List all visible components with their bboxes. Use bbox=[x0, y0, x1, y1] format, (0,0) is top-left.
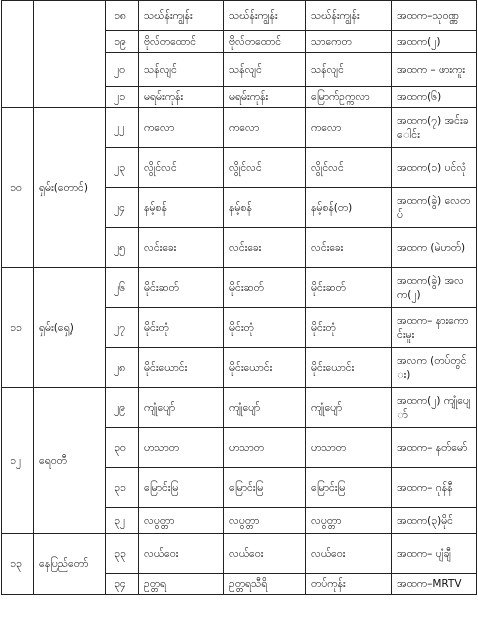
location-cell: ကလော bbox=[306, 108, 392, 148]
row-number: ၁၉ bbox=[106, 31, 139, 53]
location-cell: မိုင်းယောင်း bbox=[306, 348, 392, 388]
location-cell: သဃ်န်းကျွန်း bbox=[306, 1, 392, 31]
location-cell: သာကေတ bbox=[306, 31, 392, 53]
row-number: ၂၅ bbox=[106, 228, 139, 268]
township-cell: ကျုံပျော် bbox=[139, 388, 224, 428]
group-number: ၁၁ bbox=[2, 268, 34, 388]
row-number: ၃၁ bbox=[106, 468, 139, 508]
row-number: ၂၄ bbox=[106, 188, 139, 228]
location-cell: နမ့်စန်(တ) bbox=[306, 188, 392, 228]
township-cell: လွိုင်လင် bbox=[224, 148, 306, 188]
row-number: ၂၉ bbox=[106, 388, 139, 428]
row-number: ၃၀ bbox=[106, 428, 139, 468]
state-name: ရှမ်း(ရှေ့) bbox=[34, 268, 106, 388]
table-body bbox=[2, 1, 477, 595]
row-number: ၂၁ bbox=[106, 87, 139, 108]
location-cell: မြောင်းမြ bbox=[306, 468, 392, 508]
township-cell: ကျုံပျော် bbox=[224, 388, 306, 428]
location-cell: လွိုင်လင် bbox=[306, 148, 392, 188]
township-cell: နမ့်စန် bbox=[224, 188, 306, 228]
school-cell: အထက(၆) bbox=[392, 87, 477, 108]
school-cell: အထက (မဲဟတ်) bbox=[392, 228, 477, 268]
township-cell: မိုင်းတုံ bbox=[139, 308, 224, 348]
township-cell: ကလော bbox=[224, 108, 306, 148]
table-row bbox=[2, 534, 477, 574]
row-number: ၁၈ bbox=[106, 1, 139, 31]
row-number: ၂၇ bbox=[106, 308, 139, 348]
school-cell: အထက–MRTV bbox=[392, 574, 477, 595]
table-row bbox=[2, 1, 477, 31]
school-cell: အထက(ခွဲ) အလက(၂) bbox=[392, 268, 477, 308]
group-number: ၁၃ bbox=[2, 534, 34, 595]
township-cell: မိုင်းယောင်း bbox=[139, 348, 224, 388]
school-cell: အထက(၁) ပင်လုံ bbox=[392, 148, 477, 188]
row-number: ၂၈ bbox=[106, 348, 139, 388]
township-cell: ဗိုလ်တထောင် bbox=[139, 31, 224, 53]
row-number: ၃၄ bbox=[106, 574, 139, 595]
township-cell: မရမ်းကုန်း bbox=[224, 87, 306, 108]
location-cell: ဟသာတ bbox=[306, 428, 392, 468]
township-cell: ကလော bbox=[139, 108, 224, 148]
location-cell: ကျုံပျော် bbox=[306, 388, 392, 428]
township-cell: ဟသာတ bbox=[224, 428, 306, 468]
township-cell: သဃ်န်းကျွန်း bbox=[139, 1, 224, 31]
township-cell: မိုင်းဆတ် bbox=[139, 268, 224, 308]
school-cell: အထက(၃)မိုင် bbox=[392, 508, 477, 534]
location-cell: လင်းခေး bbox=[306, 228, 392, 268]
township-cell: လင်းခေး bbox=[224, 228, 306, 268]
school-cell: အထက(၇) အင်းခေါင်း bbox=[392, 108, 477, 148]
township-cell: မိုင်းဆတ် bbox=[224, 268, 306, 308]
township-cell: မိုင်းယောင်း bbox=[224, 348, 306, 388]
group-number bbox=[2, 1, 34, 108]
township-cell: လင်းခေး bbox=[139, 228, 224, 268]
township-cell: သန်လျင် bbox=[139, 53, 224, 87]
row-number: ၂၀ bbox=[106, 53, 139, 87]
township-cell: လပွတ္တာ bbox=[139, 508, 224, 534]
location-cell: သန်လျင် bbox=[306, 53, 392, 87]
row-number: ၂၂ bbox=[106, 108, 139, 148]
state-name bbox=[34, 1, 106, 108]
school-table bbox=[1, 0, 477, 595]
school-cell: အလက (တပ်တွင်း) bbox=[392, 348, 477, 388]
row-number: ၂၆ bbox=[106, 268, 139, 308]
state-name: ရှမ်း(တောင်) bbox=[34, 108, 106, 268]
school-cell: အထက(ခွဲ) လေတပ် bbox=[392, 188, 477, 228]
school-cell: အထက– ဂုန်နီ bbox=[392, 468, 477, 508]
school-cell: အထက – ဖားကူး bbox=[392, 53, 477, 87]
township-cell: မြောင်းမြ bbox=[139, 468, 224, 508]
location-cell: မြောက်ဥက္ကလာ bbox=[306, 87, 392, 108]
table-row bbox=[2, 388, 477, 428]
township-cell: ဗိုလ်တထောင် bbox=[224, 31, 306, 53]
group-number: ၁၂ bbox=[2, 388, 34, 534]
township-cell: နမ့်စန် bbox=[139, 188, 224, 228]
township-cell: လပွတ္တာ bbox=[224, 508, 306, 534]
township-cell: မရမ်းကုန်း bbox=[139, 87, 224, 108]
township-cell: သန်လျင် bbox=[224, 53, 306, 87]
township-cell: လယ်ဝေး bbox=[224, 534, 306, 574]
table-row bbox=[2, 108, 477, 148]
township-cell: ဟသာတ bbox=[139, 428, 224, 468]
township-cell: ဥတ္တရ bbox=[139, 574, 224, 595]
school-cell: အထက–သုဝဏ္ဏ bbox=[392, 1, 477, 31]
township-cell: လွိုင်လင် bbox=[139, 148, 224, 188]
school-cell: အထက– ပျံချီ bbox=[392, 534, 477, 574]
document-page bbox=[1, 0, 476, 640]
location-cell: တပ်ကုန်း bbox=[306, 574, 392, 595]
location-cell: မိုင်းဆတ် bbox=[306, 268, 392, 308]
school-cell: အထက– နတ်မော် bbox=[392, 428, 477, 468]
school-cell: အထက(၂) ကျုံပျော် bbox=[392, 388, 477, 428]
row-number: ၃၃ bbox=[106, 534, 139, 574]
location-cell: လယ်ဝေး bbox=[306, 534, 392, 574]
township-cell: ဥတ္တရသီရိ bbox=[224, 574, 306, 595]
row-number: ၃၂ bbox=[106, 508, 139, 534]
state-name: ရေဝတီ bbox=[34, 388, 106, 534]
township-cell: မိုင်းတုံ bbox=[224, 308, 306, 348]
school-cell: အထက(၂) bbox=[392, 31, 477, 53]
township-cell: လယ်ဝေး bbox=[139, 534, 224, 574]
township-cell: သဃ်န်းကျွန်း bbox=[224, 1, 306, 31]
row-number: ၂၃ bbox=[106, 148, 139, 188]
location-cell: လပွတ္တာ bbox=[306, 508, 392, 534]
school-cell: အထက– နားကောင်းမူး bbox=[392, 308, 477, 348]
location-cell: မိုင်းတုံ bbox=[306, 308, 392, 348]
table-row bbox=[2, 268, 477, 308]
group-number: ၁၀ bbox=[2, 108, 34, 268]
state-name: နေပြည်တော် bbox=[34, 534, 106, 595]
township-cell: မြောင်းမြ bbox=[224, 468, 306, 508]
